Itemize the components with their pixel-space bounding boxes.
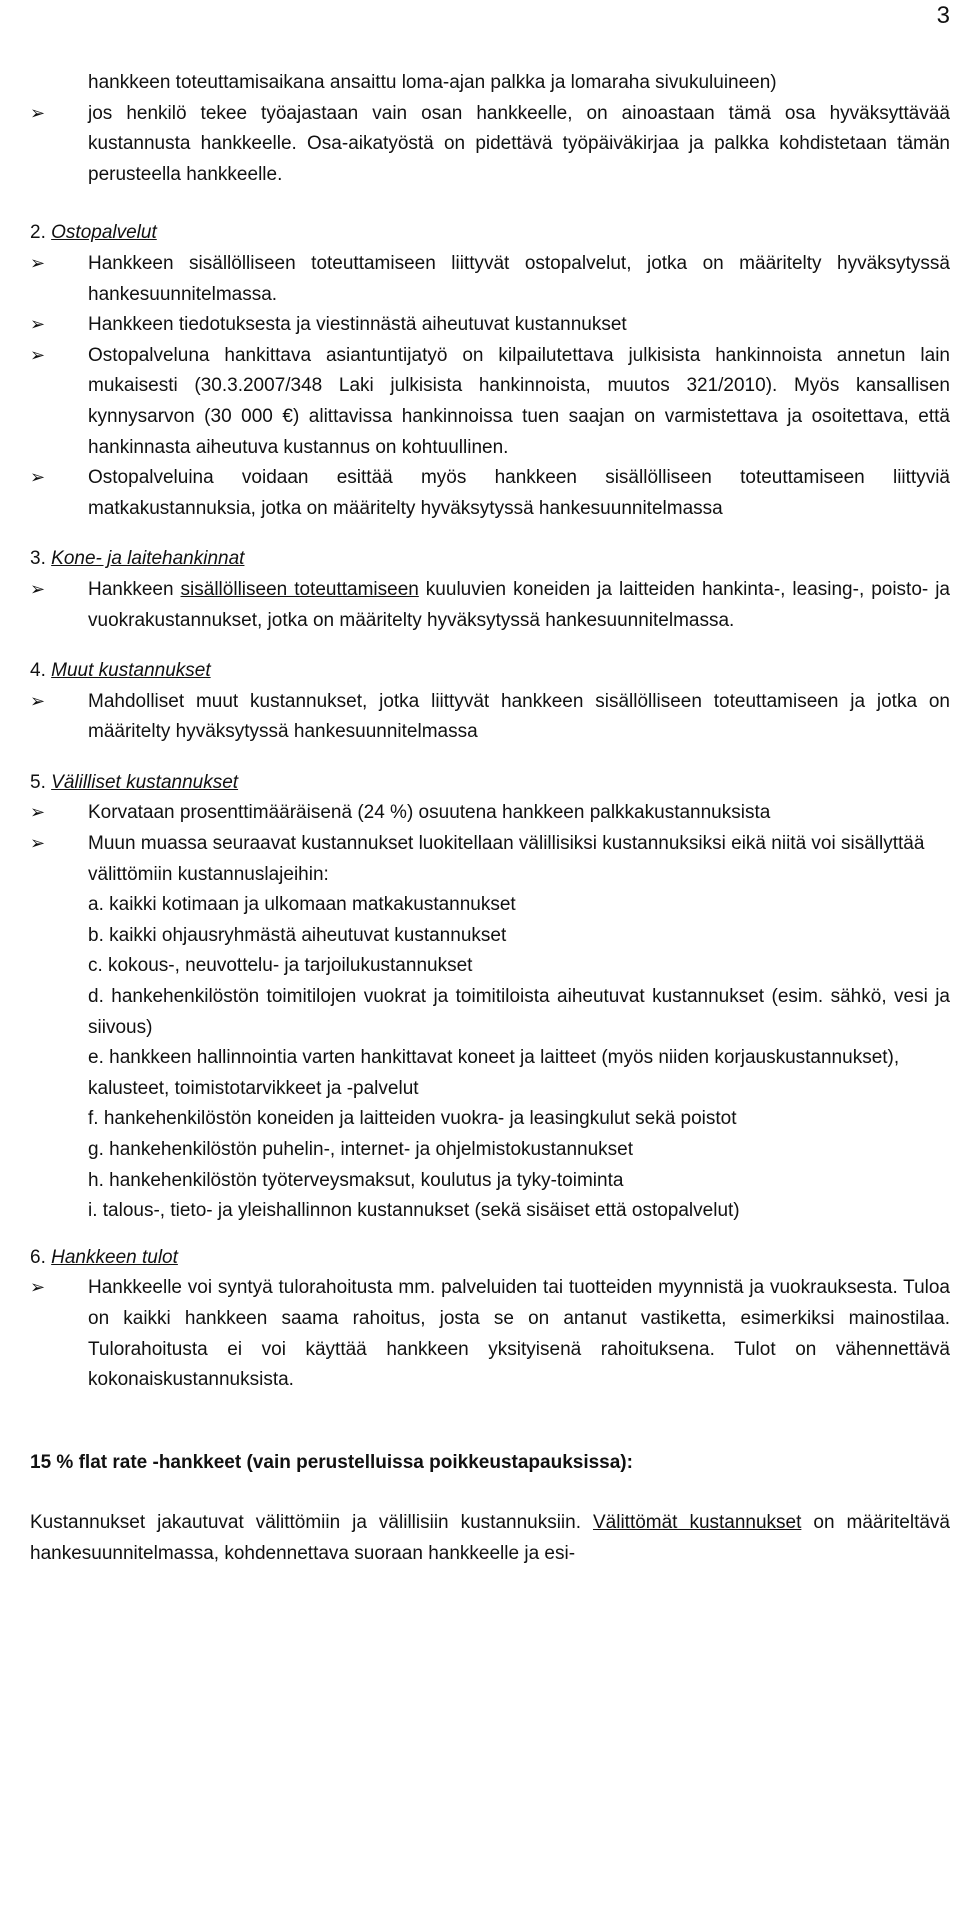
section-title: Hankkeen tulot	[51, 1246, 178, 1268]
intro-line: hankkeen toteuttamisaikana ansaittu loma-ajan palkka ja lomaraha sivukuluineen)	[88, 72, 777, 93]
bullet-item: ➢ Hankkeelle voi syntyä tulorahoitusta mm. palveluiden tai tuotteiden myynnistä ja vuokrauksesta. Tuloa on kaikki hankkeen saama rahoitus, josta se on antanut vastiketta, esimerkiksi mainostilaa. Tulorahoitusta ei voi käyttää hankkeen yksityisenä rahoituksena. Tulot on vähennettävä kokonaiskustannuksista.	[30, 1273, 950, 1395]
sub-item-h: h. hankehenkilöstön työterveysmaksut, koulutus ja tyky-toiminta	[88, 1169, 624, 1191]
section-number: 4.	[30, 660, 46, 682]
bullet-item: ➢ Hankkeen tiedotuksesta ja viestinnästä aiheutuvat kustannukset	[30, 310, 950, 341]
text-run: Kustannukset jakautuvat välittömiin ja välillisiin kustannuksiin.	[30, 1512, 593, 1534]
flat-rate-heading: 15 % flat rate -hankkeet (vain perustelluissa poikkeustapauksissa):	[30, 1451, 633, 1473]
bullet-item	[30, 575, 950, 636]
text-run: on määriteltävä hankesuunnitelmassa, kohdennettava suoraan hankkeelle ja esi-	[30, 1512, 950, 1564]
section-heading-2	[30, 218, 950, 249]
bullet-item: ➢ Ostopalveluna hankittava asiantuntijatyö on kilpailutettava julkisista hankinnoista annetun lain mukaisesti (30.3.2007/348 Laki julkisista hankinnoista, muutos 321/2010). Myös kansallisen kynnysarvon (30 000 €) alittavissa hankinnoissa tuen saajan on varmistettava ja osoitettava, että hankinnasta aiheutuva kustannus on kohtuullinen.	[30, 341, 950, 463]
sub-item-b: b. kaikki ohjausryhmästä aiheutuvat kustannukset	[88, 924, 507, 946]
bullet-item: ➢ Ostopalveluina voidaan esittää myös hankkeen sisällölliseen toteuttamiseen liittyviä matkakustannuksia, jotka on määritelty hyväksytyssä hankesuunnitelmassa	[30, 463, 950, 524]
flat-rate-paragraph	[30, 1508, 950, 1569]
spacer	[30, 1396, 950, 1448]
underlined-text: Välittömät kustannukset	[592, 1512, 802, 1534]
section-title: Ostopalvelut	[51, 222, 157, 244]
sub-item-f: f. hankehenkilöstön koneiden ja laitteiden vuokra- ja leasingkulut sekä poistot	[88, 1108, 737, 1130]
document-body	[30, 68, 950, 1570]
section-number: 2.	[30, 222, 46, 244]
sub-item-e-continuation: kalusteet, toimistotarvikkeet ja -palvelut	[88, 1077, 419, 1099]
sub-item-d: d. hankehenkilöstön toimitilojen vuokrat ja toimitiloista aiheutuvat kustannukset (esim. sähkö, vesi ja siivous)	[88, 986, 950, 1038]
sub-item-e: e. hankkeen hallinnointia varten hankittavat koneet ja laitteet (myös niiden korjauskustannukset),	[88, 1047, 900, 1069]
section-title: Muut kustannukset	[51, 660, 211, 682]
section-number: 6.	[30, 1246, 46, 1268]
section-number: 3.	[30, 548, 46, 570]
sub-item-g: g. hankehenkilöstön puhelin-, internet- ja ohjelmistokustannukset	[88, 1139, 633, 1160]
sub-item-a: a. kaikki kotimaan ja ulkomaan matkakustannukset	[88, 894, 516, 916]
page-number: 3	[936, 2, 950, 29]
section-heading-3	[30, 544, 950, 575]
section-heading-4	[30, 656, 950, 687]
intro-bullet: ➢ jos henkilö tekee työajastaan vain osan hankkeelle, on ainoastaan tämä osa hyväksyttävää kustannusta hankkeelle. Osa-aikatyöstä on pidettävä työpäiväkirjaa ja palkka kohdistetaan tämän perusteella hankkeelle.	[30, 99, 950, 191]
bullet-item: ➢ Korvataan prosenttimääräisenä (24 %) osuutena hankkeen palkkakustannuksista	[30, 798, 950, 829]
section-title: Välilliset kustannukset	[51, 771, 239, 793]
section-heading-6	[30, 1243, 950, 1274]
bullet-item: ➢ Mahdolliset muut kustannukset, jotka liittyvät hankkeen sisällölliseen toteuttamiseen ja jotka on määritelty hyväksytyssä hankesuunnitelmassa	[30, 687, 950, 748]
spacer	[30, 1478, 950, 1508]
sub-item-c: c. kokous-, neuvottelu- ja tarjoilukustannukset	[88, 955, 473, 977]
section-heading-5	[30, 768, 950, 799]
list-continuation: välittömiin kustannuslajeihin:	[88, 863, 329, 885]
sub-item-i: i. talous-, tieto- ja yleishallinnon kustannukset (sekä sisäiset että ostopalvelut)	[88, 1200, 740, 1222]
section-number: 5.	[30, 771, 46, 793]
text-run: kuuluvien koneiden ja laitteiden hankinta-, leasing-, poisto- ja vuokrakustannukset, jotka on määritelty hyväksytyssä hankesuunnitelmassa.	[88, 578, 950, 631]
bullet-item: ➢ Hankkeen sisällölliseen toteuttamiseen liittyvät ostopalvelut, jotka on määritelty hyväksytyssä hankesuunnitelmassa.	[30, 249, 950, 310]
underlined-text: sisällölliseen toteuttamiseen	[180, 578, 419, 600]
bullet-item: ➢ Muun muassa seuraavat kustannukset luokitellaan välillisiksi kustannuksiksi eikä niitä voi sisällyttää	[30, 829, 950, 860]
section-title: Kone- ja laitehankinnat	[51, 548, 245, 570]
text-run: Hankkeen	[88, 578, 181, 600]
